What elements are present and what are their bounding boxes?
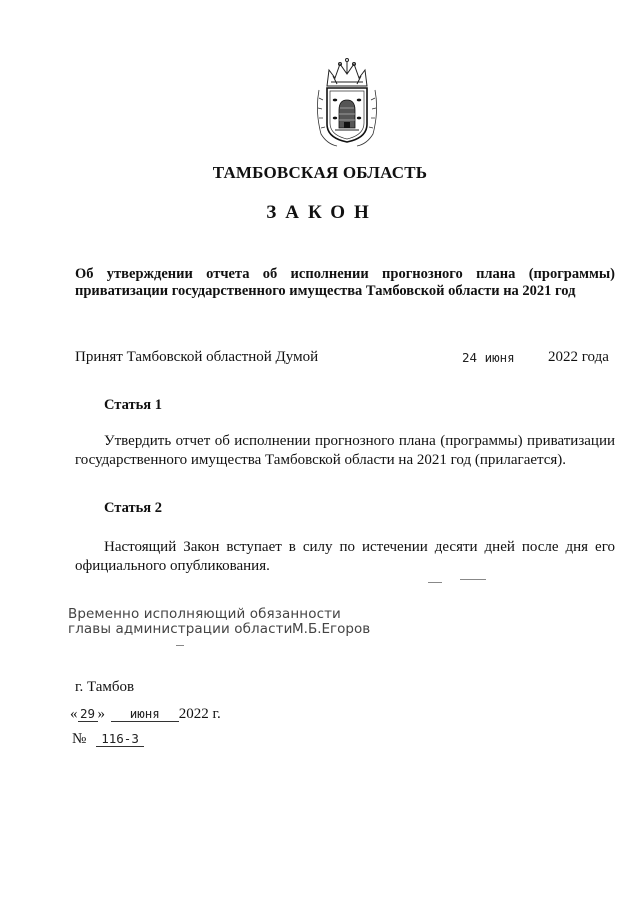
date-close-quote: » xyxy=(97,706,105,722)
tambov-oblast-coat-of-arms-icon xyxy=(313,56,381,148)
scan-mark xyxy=(460,579,486,580)
article-1-heading: Статья 1 xyxy=(104,397,162,413)
law-number-line xyxy=(72,731,144,748)
law-title: Об утверждении отчета об исполнении прогнозного плана (программы) приватизации государственного имущества Тамбовской области на 2021 год xyxy=(75,266,615,299)
article-2-heading: Статья 2 xyxy=(104,500,162,516)
city: г. Тамбов xyxy=(75,679,135,695)
signing-month: июня xyxy=(111,706,179,722)
adoption-date: 24 июня xyxy=(462,350,515,365)
region-name: ТАМБОВСКАЯ ОБЛАСТЬ xyxy=(212,163,428,182)
law-number: 116-З xyxy=(96,731,144,747)
adoption-text: Принят Тамбовской областной Думой xyxy=(75,349,319,365)
signatory-position-line-2: главы администрации области xyxy=(68,621,293,637)
signing-date xyxy=(70,706,221,723)
adoption-year: 2022 года xyxy=(548,349,609,365)
scan-mark xyxy=(176,645,184,646)
signatory-name: М.Б.Егоров xyxy=(292,621,371,637)
signing-year: 2022 г. xyxy=(178,706,221,722)
article-2-text: Настоящий Закон вступает в силу по истечении десяти дней после дня его официального опубликования. xyxy=(75,539,615,574)
date-open-quote: « xyxy=(70,706,78,722)
scan-mark xyxy=(428,582,442,583)
signatory-position-line-1: Временно исполняющий обязанности xyxy=(68,606,341,622)
document-type: ЗАКОН xyxy=(266,202,378,223)
number-label: № xyxy=(72,731,87,747)
signing-day: 29 xyxy=(78,706,98,722)
article-1-text: Утвердить отчет об исполнении прогнозного плана (программы) приватизации государственного имущества Тамбовской области на 2021 год (прилагается). xyxy=(75,433,615,468)
